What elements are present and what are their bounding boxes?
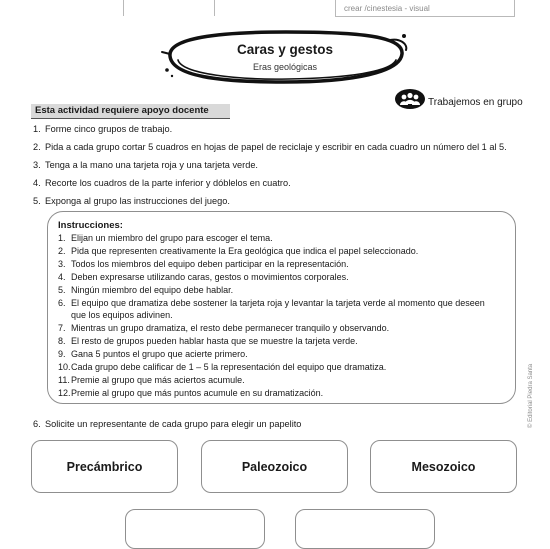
divider	[214, 0, 215, 16]
activity-title: Caras y gestos	[236, 42, 334, 57]
instructions-list	[58, 233, 491, 401]
instruction-item: 11. Premie al grupo que más aciertos acumule.	[58, 375, 245, 386]
top-strip	[0, 0, 550, 20]
group-work-label: Trabajemos en grupo	[428, 96, 523, 108]
instructions-box	[47, 211, 516, 404]
step-item: 2. Pida a cada grupo cortar 5 cuadros en hojas de papel de reciclaje y escribir en cada cuadro un número del 1 al 5.	[33, 142, 507, 152]
step-item: 4. Recorte los cuadros de la parte inferior y dóblelos en cuatro.	[33, 178, 291, 188]
step-item: 1. Forme cinco grupos de trabajo.	[33, 124, 173, 134]
step-item: 5. Exponga al grupo las instrucciones del juego.	[33, 196, 230, 206]
steps-list	[33, 124, 507, 214]
instruction-item: 3. Todos los miembros del equipo deben participar en la representación.	[58, 259, 349, 270]
era-card-mesozoico[interactable]: Mesozoico	[370, 440, 517, 493]
title-banner	[158, 26, 412, 90]
activity-subtitle: Eras geológicas	[252, 62, 318, 72]
group-work-badge	[395, 89, 523, 109]
instruction-item: 6. El equipo que dramatiza debe sostener la tarjeta roja y levantar la tarjeta verde al momento que deseen que los equipos adivinen.	[58, 298, 485, 320]
step-item: 6. Solicite un representante de cada grupo para elegir un papelito	[33, 419, 302, 429]
step-item: 3. Tenga a la mano una tarjeta roja y una tarjeta verde.	[33, 160, 258, 170]
instructions-title: Instrucciones:	[58, 220, 123, 231]
divider	[335, 0, 336, 16]
divider	[335, 16, 515, 17]
divider	[123, 0, 124, 16]
instruction-item: 2. Pida que representen creativamente la Era geológica que indica el papel seleccionado.	[58, 246, 419, 257]
era-card[interactable]	[295, 509, 435, 549]
instruction-item: 7. Mientras un grupo dramatiza, el resto debe permanecer tranquilo y observando.	[58, 322, 390, 333]
publisher-credit: © Editorial Piedra Santa	[528, 363, 534, 428]
brush-frame-icon	[158, 26, 412, 90]
teacher-support-text: Esta actividad requiere apoyo docente	[35, 105, 209, 116]
instruction-item: 8. El resto de grupos pueden hablar hasta que se muestre la tarjeta verde.	[58, 335, 358, 346]
instruction-item: 9. Gana 5 puntos el grupo que acierte primero.	[58, 348, 248, 359]
group-people-icon	[395, 89, 425, 109]
era-card-precambrico[interactable]: Precámbrico	[31, 440, 178, 493]
instruction-item: 1. Elijan un miembro del grupo para escoger el tema.	[58, 233, 273, 243]
teacher-support-banner	[31, 104, 230, 119]
instruction-item: 4. Deben expresarse utilizando caras, gestos o movimientos corporales.	[58, 272, 349, 283]
header-tag: crear /cinestesia - visual	[344, 4, 430, 13]
era-card[interactable]	[125, 509, 265, 549]
era-card-paleozoico[interactable]: Paleozoico	[201, 440, 348, 493]
instruction-item: 12. Premie al grupo que más puntos acumule en su dramatización.	[58, 388, 324, 399]
instruction-item: 5. Ningún miembro del equipo debe hablar.	[58, 285, 234, 296]
divider	[514, 0, 515, 16]
instruction-item: 10. Cada grupo debe calificar de 1 – 5 la representación del equipo que dramatiza.	[58, 362, 387, 373]
